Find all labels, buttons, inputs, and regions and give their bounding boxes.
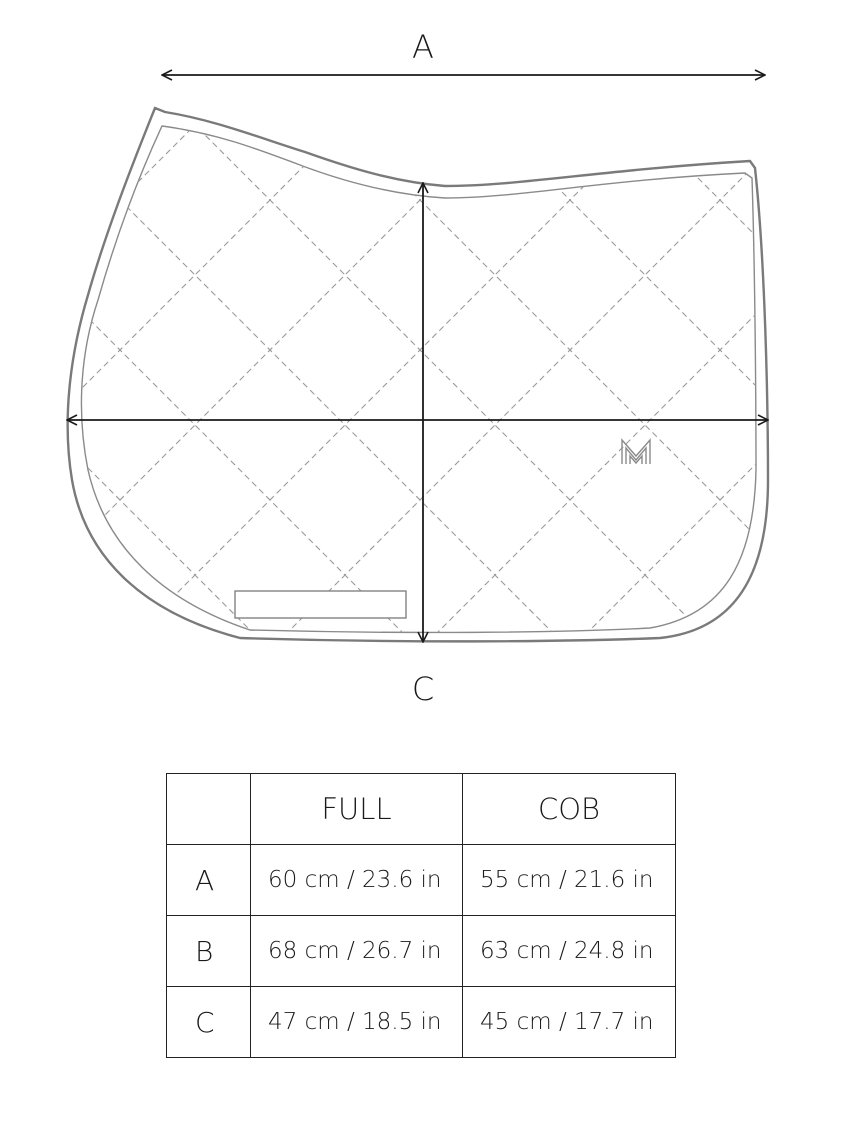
table-row <box>167 845 676 916</box>
table-header-row <box>167 774 676 845</box>
table-cell-cob: 55 cm / 21.6 in <box>463 845 676 916</box>
table-cell-cob: 45 cm / 17.7 in <box>463 987 676 1058</box>
table-cell-full: 60 cm / 23.6 in <box>251 845 463 916</box>
table-row <box>167 916 676 987</box>
saddle-pad-outer-outline <box>68 108 768 641</box>
table-header-cob: COB <box>463 774 676 845</box>
table-cell-full: 68 cm / 26.7 in <box>251 916 463 987</box>
size-chart-table <box>166 773 676 1058</box>
table-header-empty <box>167 774 251 845</box>
table-header-full: FULL <box>251 774 463 845</box>
table-row <box>167 987 676 1058</box>
table-cell-full: 47 cm / 18.5 in <box>251 987 463 1058</box>
dimension-c-label: C <box>411 670 435 708</box>
dimension-a-label: A <box>412 28 434 66</box>
label-patch <box>235 591 406 618</box>
table-row-label: A <box>167 845 251 916</box>
table-row-label: B <box>167 916 251 987</box>
table-cell-cob: 63 cm / 24.8 in <box>463 916 676 987</box>
table-row-label: C <box>167 987 251 1058</box>
